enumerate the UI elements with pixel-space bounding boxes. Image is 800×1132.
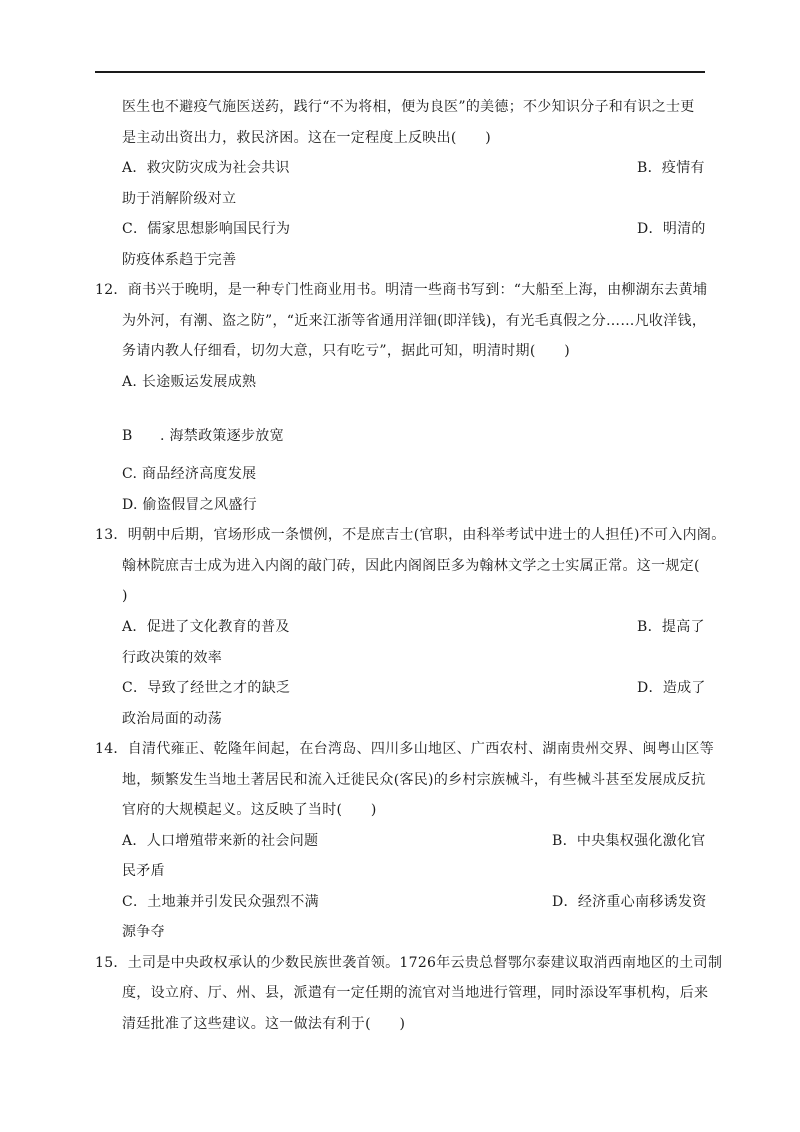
q11-stem-line-2: 是主动出资出力，救民济困。这在一定程度上反映出( ) bbox=[122, 130, 492, 146]
q15-stem-line-3: 清廷批准了这些建议。这一做法有利于( ) bbox=[122, 1016, 406, 1032]
q14-option-a: A．人口增殖带来新的社会问题 bbox=[122, 833, 319, 849]
q13-stem-line-2: 翰林院庶吉士成为进入内阁的敲门砖，因此内阁阁臣多为翰林文学之士实属正常。这一规定( bbox=[122, 558, 700, 574]
q12-stem-line-2: 为外河，有潮、盗之防”，“近来江浙等省通用洋钿(即洋钱)，有光毛真假之分……凡收洋钱， bbox=[122, 313, 707, 329]
q14-stem-line-2: 地，频繁发生当地土著居民和流入迁徙民众(客民)的乡村宗族械斗，有些械斗甚至发展成反抗 bbox=[122, 772, 706, 788]
q14-option-b: B．中央集权强化激化官 bbox=[552, 833, 706, 849]
q12-option-a: A. 长途贩运发展成熟 bbox=[122, 374, 257, 390]
q11-option-d: D．明清的 bbox=[637, 221, 706, 237]
q13-stem-line-1: 13．明朝中后期，官场形成一条惯例，不是庶吉士(官职，由科举考试中进士的人担任)不可入内阁。 bbox=[95, 527, 726, 543]
q12-stem-line-1: 12．商书兴于晚明，是一种专门性商业用书。明清一些商书写到：“大船至上海，由柳湖东去黄埔 bbox=[95, 282, 708, 298]
header-rule bbox=[95, 71, 705, 73]
q14-stem-line-3: 官府的大规模起义。这反映了当时( ) bbox=[122, 802, 377, 818]
q15-stem-line-2: 度，设立府、厅、州、县，派遣有一定任期的流官对当地进行管理，同时添设军事机构，后来 bbox=[122, 985, 709, 1001]
q12-option-d: D. 偷盗假冒之风盛行 bbox=[122, 497, 257, 513]
q12-option-b-letter: B bbox=[122, 428, 133, 444]
q13-option-b: B．提高了 bbox=[637, 619, 705, 635]
q14-option-d: D．经济重心南移诱发资 bbox=[552, 894, 707, 910]
q11-option-d-cont: 防疫体系趋于完善 bbox=[122, 252, 237, 268]
q14-option-c: C．土地兼并引发民众强烈不满 bbox=[122, 894, 319, 910]
q13-option-c: C．导致了经世之才的缺乏 bbox=[122, 680, 291, 696]
q13-option-b-cont: 行政决策的效率 bbox=[122, 650, 223, 666]
q13-option-d: D．造成了 bbox=[637, 680, 706, 696]
q12-option-c: C. 商品经济高度发展 bbox=[122, 466, 257, 482]
q12-option-b: . 海禁政策逐步放宽 bbox=[160, 428, 284, 444]
q14-option-b-cont: 民矛盾 bbox=[122, 863, 165, 879]
q15-stem-line-1: 15．土司是中央政权承认的少数民族世袭首领。1726年云贵总督鄂尔泰建议取消西南地区的土司制 bbox=[95, 955, 723, 971]
q12-stem-line-3: 务请内教人仔细看，切勿大意，只有吃亏”，据此可知，明清时期( ) bbox=[122, 343, 570, 359]
q14-stem-line-1: 14．自清代雍正、乾隆年间起，在台湾岛、四川多山地区、广西农村、湖南贵州交界、闽粤山区等 bbox=[95, 741, 715, 757]
q13-option-a: A．促进了文化教育的普及 bbox=[122, 619, 290, 635]
q11-stem-line-1: 医生也不避疫气施医送药，践行“不为将相，便为良医”的美德；不少知识分子和有识之士更 bbox=[122, 99, 695, 115]
q11-option-a: A．救灾防灾成为社会共识 bbox=[122, 160, 290, 176]
q11-option-b-cont: 助于消解阶级对立 bbox=[122, 191, 237, 207]
q13-option-d-cont: 政治局面的动荡 bbox=[122, 711, 223, 727]
q11-option-c: C．儒家思想影响国民行为 bbox=[122, 221, 291, 237]
q13-stem-line-3: ) bbox=[122, 588, 128, 604]
q11-option-b: B．疫情有 bbox=[637, 160, 705, 176]
q14-option-d-cont: 源争夺 bbox=[122, 924, 165, 940]
